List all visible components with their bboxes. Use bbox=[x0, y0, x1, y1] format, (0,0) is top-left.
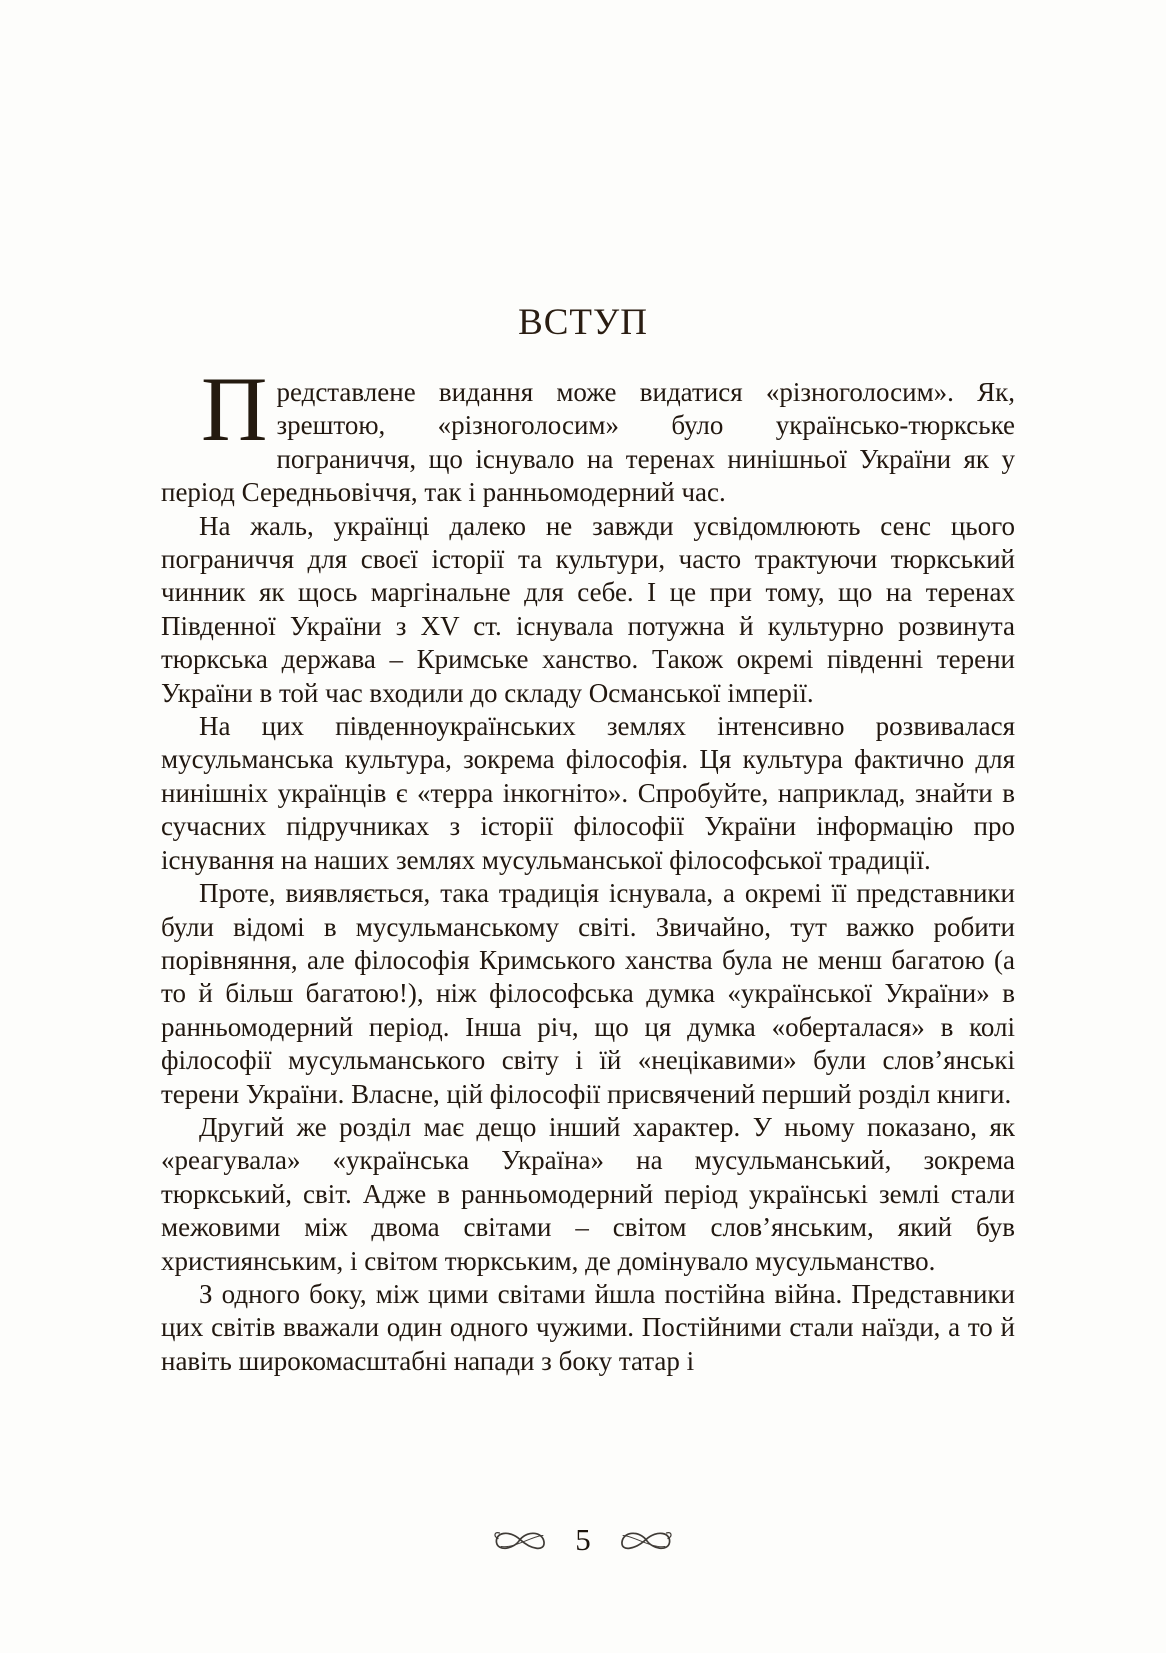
swash-ornament-icon bbox=[489, 1527, 551, 1554]
drop-cap: П bbox=[201, 358, 268, 460]
paragraph: На жаль, українці далеко не завжди усвідомлюють сенс цього пограниччя для своєї історії та культури, часто трактуючи тюркський чинник як щось маргінальне для себе. І це при тому, що на теренах Південної України з XV ст. існувала потужна й культурно розвинута тюркська держава – Кримське ханство. Також окремі південні терени України в той час входили до складу Османської імперії. bbox=[161, 510, 1015, 708]
swash-ornament-icon bbox=[615, 1527, 677, 1554]
paragraph: З одного боку, між цими світами йшла постійна війна. Представники цих світів вважали один одного чужими. Постійними стали наїзди, а то й навіть широкомасштабні напади з боку татар і bbox=[161, 1278, 1015, 1376]
page-number: 5 bbox=[575, 1522, 591, 1557]
paragraph: На цих південноукраїнських землях інтенсивно розвивалася мусульманська культура, зокрема філософія. Ця культура фактично для нинішніх українців є «терра інкогніто». Спробуйте, наприклад, знайти в сучасних підручниках з історії філософії України інформацію про існування на наших землях мусульманської філософської традиції. bbox=[161, 711, 1015, 875]
paragraph: Другий же розділ має дещо інший характер. У ньому показано, як «реагувала» «українська Україна» на мусульманський, зокрема тюркський, світ. Адже в ранньомодерний період українські землі стали межовими між двома світами – світом слов’янським, який був християнським, і світом тюркським, де домінувало мусульманство. bbox=[161, 1111, 1015, 1276]
paragraph bbox=[161, 358, 1015, 510]
chapter-title: ВСТУП bbox=[518, 302, 648, 343]
paragraph: Проте, виявляється, така традиція існувала, а окремі її представники були відомі в мусульманському світі. Звичайно, тут важко робити порівняння, але філософія Кримського ханства була не менш багатою (а то й більш багатою!), ніж філософська думка «української України» в ранньомодерний період. Інша річ, що ця думка «оберталася» в колі філософії мусульманського світу і їй «нецікавими» були слов’янські терени України. Власне, цій філософії присвячений перший розділ книги. bbox=[161, 878, 1015, 1109]
paragraph-text: редставлене видання може видатися «різноголосим». Як, зрештою, «різноголосим» було українсько-тюркське пограниччя, що існувало на теренах нинішньої України як у період Середньовіччя, так і ранньомодерний час. bbox=[161, 377, 1015, 508]
text-column bbox=[0, 358, 1166, 1378]
body-text bbox=[161, 358, 1015, 1378]
page-footer bbox=[0, 1524, 1166, 1556]
